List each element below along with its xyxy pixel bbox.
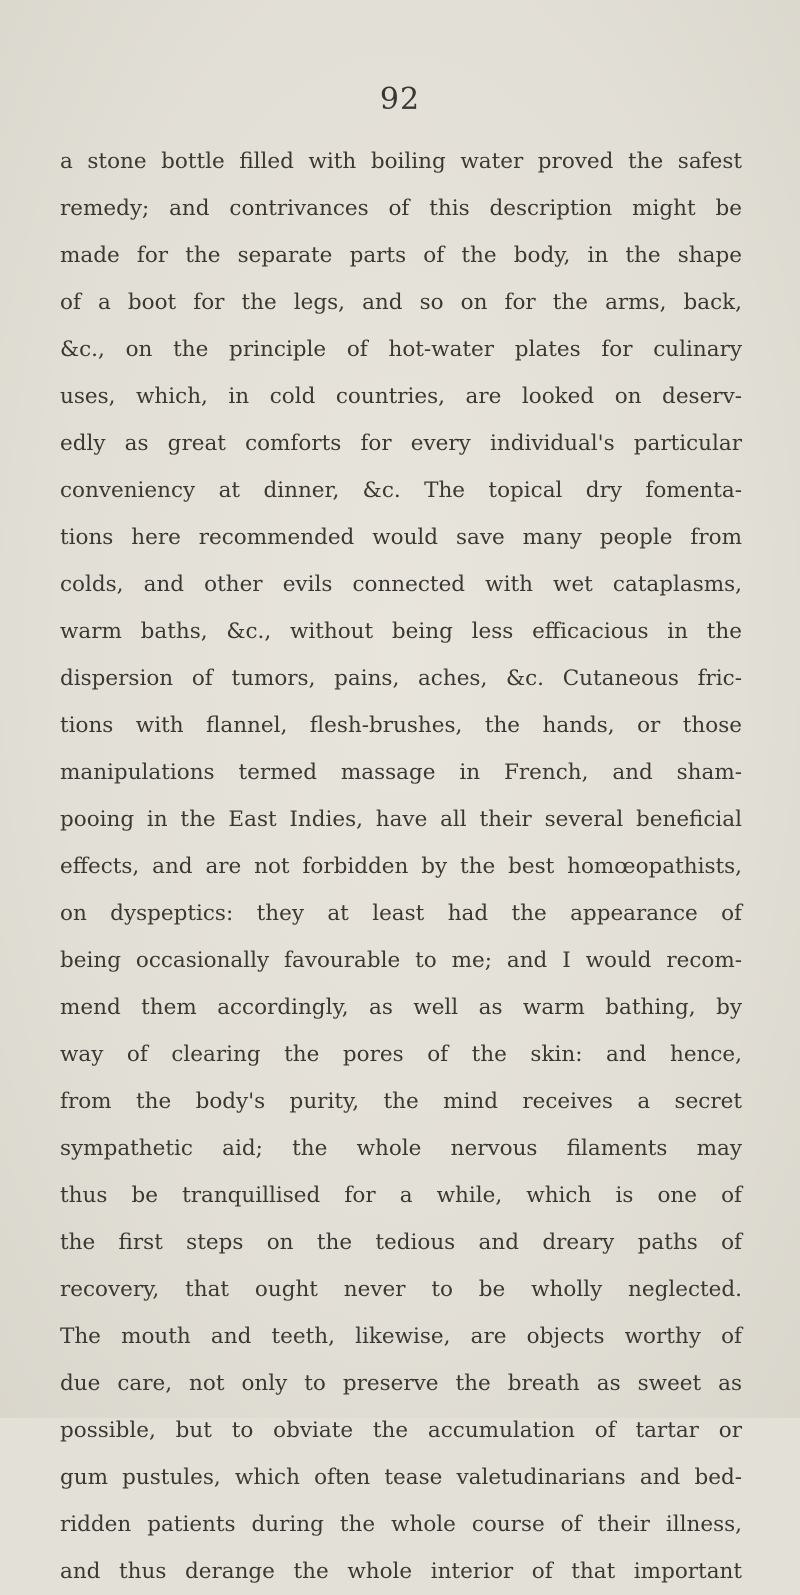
text-line: The mouth and teeth, likewise, are objects worthy of [60,1324,742,1349]
text-line: edly as great comforts for every individual's particular [60,431,742,456]
text-line: manipulations termed massage in French, and sham- [60,760,742,785]
text-line: on dyspeptics: they at least had the appearance of [60,901,742,926]
text-line: uses, which, in cold countries, are looked on deserv- [60,384,742,409]
text-line: way of clearing the pores of the skin: and hence, [60,1042,742,1067]
text-line: effects, and are not forbidden by the best homœopathists, [60,854,742,879]
text-line: a stone bottle filled with boiling water proved the safest [60,149,742,174]
body-text [60,138,742,1595]
text-line: and thus derange the whole interior of that important [60,1559,742,1584]
text-line: colds, and other evils connected with wet cataplasms, [60,572,742,597]
text-line: being occasionally favourable to me; and I would recom- [60,948,742,973]
text-line: dispersion of tumors, pains, aches, &c. Cutaneous fric- [60,666,742,691]
page-number: 92 [379,82,421,117]
text-line: the first steps on the tedious and dreary paths of [60,1230,742,1255]
text-line: conveniency at dinner, &c. The topical dry fomenta- [60,478,742,503]
text-line: of a boot for the legs, and so on for the arms, back, [60,290,742,315]
text-line: sympathetic aid; the whole nervous filaments may [60,1136,742,1161]
text-line: possible, but to obviate the accumulation of tartar or [60,1418,742,1443]
text-line: from the body's purity, the mind receives a secret [60,1089,742,1114]
text-line: made for the separate parts of the body, in the shape [60,243,742,268]
text-line: recovery, that ought never to be wholly neglected. [60,1277,742,1302]
text-line: warm baths, &c., without being less efficacious in the [60,619,742,644]
text-line: due care, not only to preserve the breath as sweet as [60,1371,742,1396]
text-line: tions with flannel, flesh-brushes, the hands, or those [60,713,742,738]
text-line: remedy; and contrivances of this description might be [60,196,742,221]
text-line: mend them accordingly, as well as warm bathing, by [60,995,742,1020]
text-line: gum pustules, which often tease valetudinarians and bed- [60,1465,742,1490]
text-line: pooing in the East Indies, have all their several beneficial [60,807,742,832]
text-line: &c., on the principle of hot-water plates for culinary [60,337,742,362]
text-line: tions here recommended would save many people from [60,525,742,550]
text-line: thus be tranquillised for a while, which is one of [60,1183,742,1208]
text-line: ridden patients during the whole course of their illness, [60,1512,742,1537]
